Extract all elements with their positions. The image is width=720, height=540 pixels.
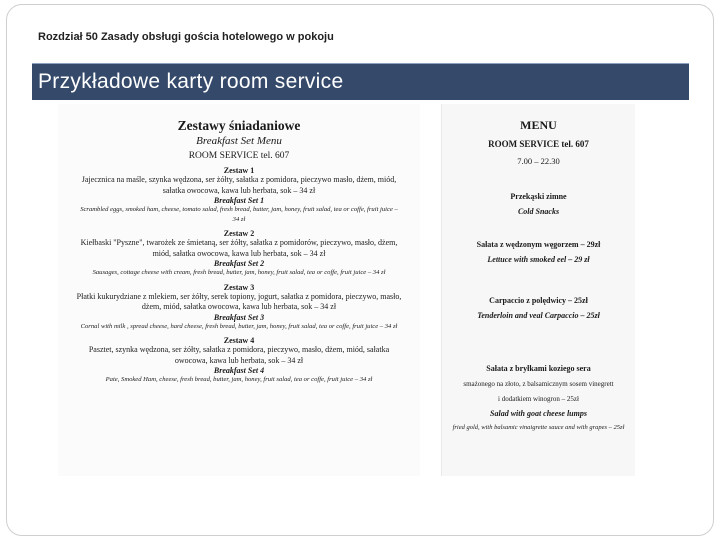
breakfast-card-title: Zestawy śniadaniowe <box>177 118 301 133</box>
set-heading: Zestaw 4 <box>223 336 255 345</box>
set-heading-en: Breakfast Set 2 <box>213 259 265 268</box>
set-description-en: Scrambled eggs, smoked ham, cheese, tomato salad, fresh bread, butter, jam, honey, fruit salad, tea or coffe, fruit juice – 34 zł <box>80 206 398 223</box>
set-description-pl: Pasztet, szynka wędzona, ser żółty, sałatka z pomidora, pieczywo, masło, dżem, miód, sałatka owocowa, kawa lub herbata, sok – 34 zł <box>88 345 390 365</box>
menu-item-pl: Carpaccio z polędwicy – 25zł <box>489 296 588 305</box>
menu-item-description: i dodatkiem winogron – 25zł <box>498 395 579 403</box>
breakfast-set <box>58 336 420 385</box>
menu-category-pl: Przekąski zimne <box>510 192 567 201</box>
menu-item-en: Lettuce with smoked eel – 29 zł <box>487 255 590 264</box>
menu-hours: 7.00 – 22.30 <box>517 156 560 166</box>
menu-item-pl: Sałata z wędzonym węgorzem – 29zł <box>476 240 601 249</box>
breakfast-set <box>58 283 420 332</box>
set-description-pl: Jajecznica na maśle, szynka wędzona, ser żółty, sałatka z pomidora, pieczywo masło, dżem, miód, sałatka owocowa, kawa lub herbata, sok – 34 zł <box>81 175 397 195</box>
set-heading: Zestaw 2 <box>223 229 255 238</box>
set-description-pl: Kiełbaski "Pyszne", twarożek ze śmietaną, ser żółty, sałatka z pomidorów, pieczywo, masło, dżem, miód, sałatka owocowa, kawa lub herbata, sok – 34 zł <box>80 238 398 258</box>
menu-item-description: smażonego na złoto, z balsamicznym sosem vinegrett <box>463 380 614 388</box>
title-banner <box>32 63 689 100</box>
set-description-en: Pate, Smoked Ham, cheese, fresh bread, butter, jam, honey, fruit salad, tea or coffe, fruit juice – 34 zł <box>105 376 373 383</box>
menu-item-pl: Sałata z bryłkami koziego sera <box>486 364 591 373</box>
set-description-pl: Płatki kukurydziane z mlekiem, ser żółty, serek topiony, jogurt, sałatka z pomidora, pieczywo, masło, dżem, miód, sałatka owocowa, kawa lub herbata, sok – 34 zł <box>76 291 402 311</box>
set-heading-en: Breakfast Set 4 <box>213 366 265 375</box>
breakfast-card-subtitle: Breakfast Set Menu <box>196 135 282 147</box>
breakfast-room-service: ROOM SERVICE tel. 607 <box>188 151 290 161</box>
menu-category-en: Cold Snacks <box>517 207 560 216</box>
menu-title: MENU <box>520 118 557 132</box>
set-heading: Zestaw 3 <box>223 282 255 292</box>
slide-title: Przykładowe karty room service <box>38 70 344 93</box>
set-description-en: Sausages, cottage cheese with cream, fresh bread, butter, jam, honey, fruit salad, tea or coffe, fruit juice – 34 zł <box>92 269 386 276</box>
menu-room-service: ROOM SERVICE tel. 607 <box>488 139 589 149</box>
menu-item-en: Tenderloin and veal Carpaccio – 25zł <box>477 311 600 320</box>
room-service-menu-card <box>441 104 635 476</box>
menu-item-description-en: fried gold, with balsamic vinaigrette sauce and with grapes – 25zł <box>452 424 625 431</box>
set-heading-en: Breakfast Set 1 <box>213 196 265 205</box>
set-heading: Zestaw 1 <box>223 166 255 175</box>
breakfast-menu-card <box>58 104 420 476</box>
breakfast-set <box>58 166 420 224</box>
chapter-header: Rozdział 50 Zasady obsługi gościa hotelowego w pokoju <box>38 31 334 43</box>
menu-item-en: Salad with goat cheese lumps <box>490 409 587 418</box>
breakfast-set <box>58 229 420 278</box>
set-heading-en: Breakfast Set 3 <box>213 312 265 322</box>
set-description-en: Cornal with milk , spread cheese, hard cheese, fresh bread, butter, jam, honey, fruit salad, tea or coffe, fruit juice – 34 zł <box>80 322 398 330</box>
